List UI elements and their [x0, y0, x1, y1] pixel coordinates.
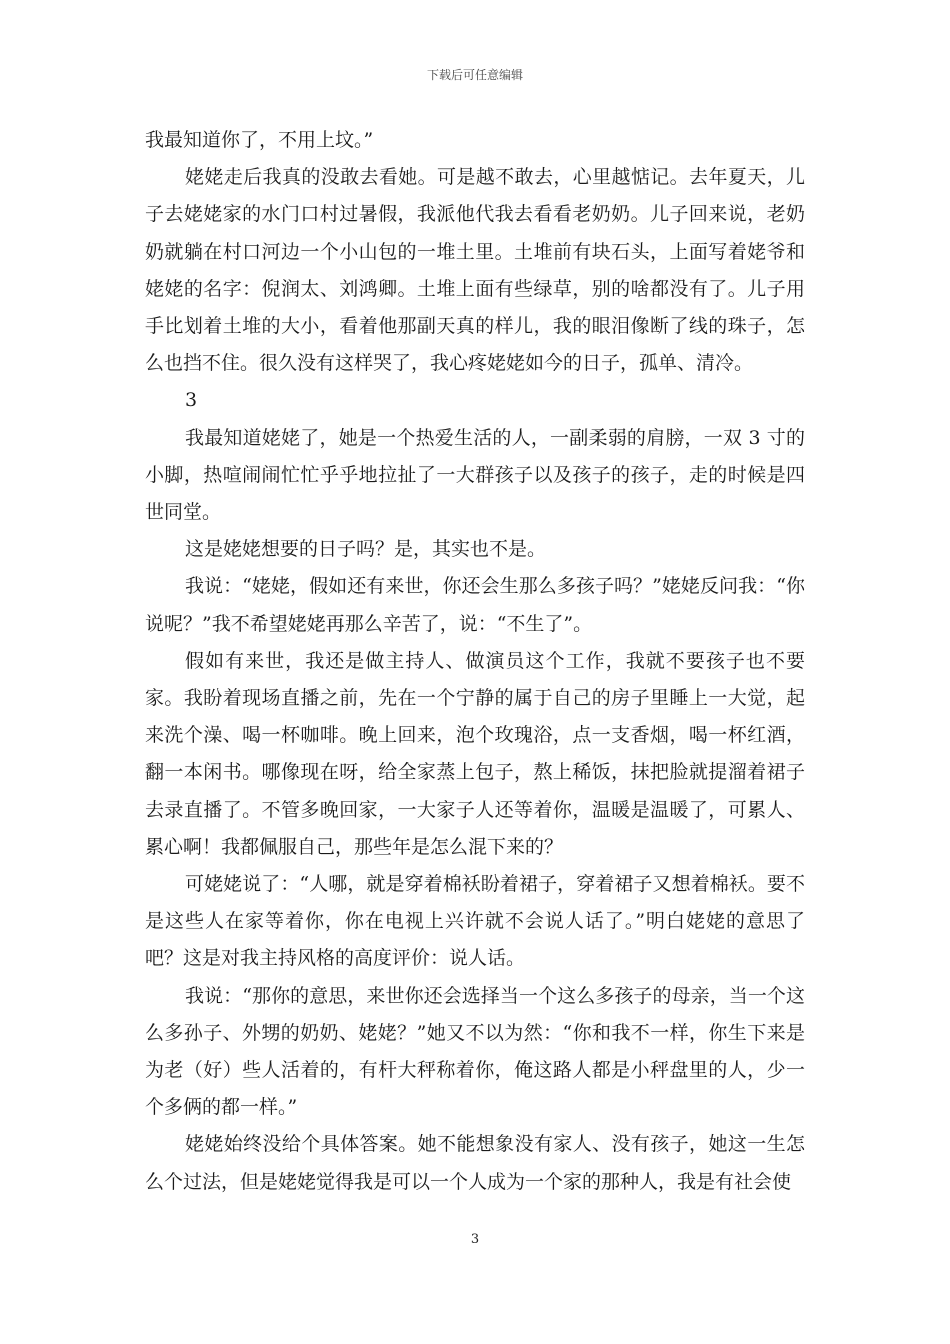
- paragraph: 假如有来世，我还是做主持人、做演员这个工作，我就不要孩子也不要家。我盼着现场直播之前，先在一个宁静的属于自己的房子里睡上一大觉，起来洗个澡、喝一杯咖啡。晚上回来，泡个玫瑰浴，点一支香烟，喝一杯红酒，翻一本闲书。哪像现在呀，给全家蒸上包子，熬上稀饭，抹把脸就提溜着裙子去录直播了。不管多晚回家，一大家子人还等着你，温暖是温暖了，可累人、累心啊！我都佩服自己，那些年是怎么混下来的？: [145, 649, 805, 858]
- section-number: 3: [185, 389, 198, 412]
- paragraph: 我最知道你了，不用上坟。”: [145, 129, 374, 151]
- paragraph: 我说：“姥姥，假如还有来世，你还会生那么多孩子吗？”姥姥反问我：“你说呢？”我不希望姥姥再那么辛苦了，说：“不生了”。: [145, 575, 805, 635]
- page-header: [0, 66, 950, 83]
- paragraph: 我说：“那你的意思，来世你还会选择当一个这么多孩子的母亲，当一个这么多孙子、外甥的奶奶、姥姥？”她又不以为然：“你和我不一样，你生下来是为老（好）些人活着的，有杆大秤称着你，俺这路人都是小秤盘里的人，少一个多俩的都一样。”: [145, 984, 805, 1119]
- header-text: 下载后可任意编辑: [426, 68, 523, 82]
- page-number: 3: [470, 1232, 480, 1247]
- paragraph: 这是姥姥想要的日子吗？是，其实也不是。: [185, 538, 547, 561]
- page-footer: [0, 1232, 950, 1247]
- paragraph: 姥姥始终没给个具体答案。她不能想象没有家人、没有孩子，她这一生怎么个过法，但是姥姥觉得我是可以一个人成为一个家的那种人，我是有社会使: [145, 1133, 805, 1193]
- document-body: [145, 122, 805, 1201]
- paragraph: 姥姥走后我真的没敢去看她。可是越不敢去，心里越惦记。去年夏天，儿子去姥姥家的水门口村过暑假，我派他代我去看看老奶奶。儿子回来说，老奶奶就躺在村口河边一个小山包的一堆土里。土堆前有块石头，上面写着姥爷和姥姥的名字：倪润太、刘鸿卿。土堆上面有些绿草，别的啥都没有了。儿子用手比划着土堆的大小，看着他那副天真的样儿，我的眼泪像断了线的珠子，怎么也挡不住。很久没有这样哭了，我心疼姥姥如今的日子，孤单、清冷。: [145, 166, 805, 375]
- paragraph: 我最知道姥姥了，她是一个热爱生活的人，一副柔弱的肩膀，一双 3 寸的小脚，热喧闹闹忙忙乎乎地拉扯了一大群孩子以及孩子的孩子，走的时候是四世同堂。: [145, 426, 805, 524]
- paragraph: 可姥姥说了：“人哪，就是穿着棉袄盼着裙子，穿着裙子又想着棉袄。要不是这些人在家等着你，你在电视上兴许就不会说人话了。”明白姥姥的意思了吧？这是对我主持风格的高度评价：说人话。: [145, 873, 805, 970]
